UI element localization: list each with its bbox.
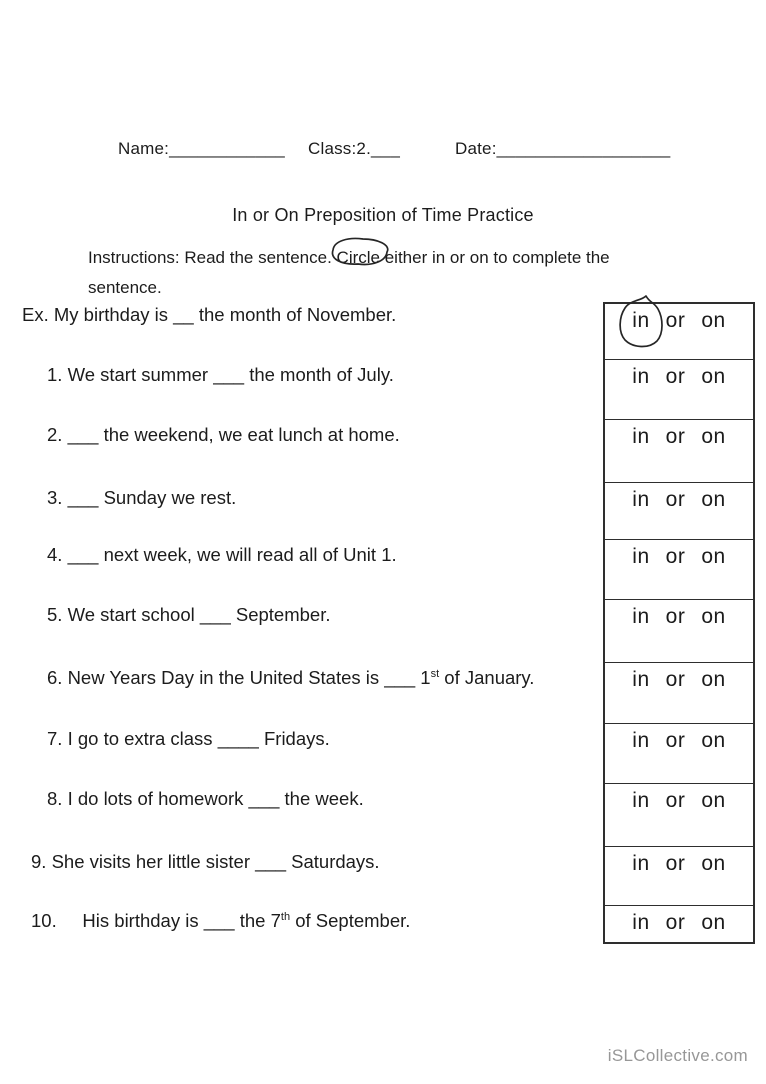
option-or[interactable]: or [665, 852, 686, 875]
question-text: 3. ___ Sunday we rest. [47, 487, 237, 508]
option-on[interactable]: on [701, 852, 726, 875]
option-in[interactable] [632, 309, 649, 333]
option-or[interactable]: or [665, 488, 686, 511]
answer-row-6 [605, 663, 753, 724]
answer-row-3 [605, 483, 753, 540]
instructions [88, 243, 708, 303]
option-or[interactable]: or [665, 309, 686, 332]
question-8 [47, 788, 364, 810]
answer-row-10 [605, 906, 753, 942]
question-1 [47, 364, 394, 386]
answer-row-5 [605, 600, 753, 663]
question-superscript: st [430, 667, 440, 680]
date-field-label: Date:__________________ [455, 139, 671, 158]
question-tail: of January. [439, 667, 535, 688]
question-text: 9. She visits her little sister ___ Saturdays. [31, 851, 380, 872]
option-on[interactable]: on [701, 425, 726, 448]
option-in[interactable]: in [632, 729, 650, 752]
question-5 [47, 604, 330, 626]
option-on[interactable]: on [701, 668, 726, 691]
question-7 [47, 728, 330, 750]
answer-row-1 [605, 360, 753, 420]
answer-row-7 [605, 724, 753, 784]
option-on[interactable]: on [701, 488, 726, 511]
option-on[interactable]: on [701, 911, 726, 934]
circled-word-wrap [337, 243, 380, 273]
option-or[interactable]: or [665, 729, 686, 752]
option-or[interactable]: or [665, 605, 686, 628]
option-on[interactable]: on [701, 605, 726, 628]
option-in[interactable]: in [632, 425, 650, 448]
option-on[interactable]: on [701, 545, 726, 568]
option-or[interactable]: or [665, 545, 686, 568]
question-text: 4. ___ next week, we will read all of Unit 1. [47, 544, 397, 565]
instructions-line-2: sentence. [88, 278, 162, 297]
question-text: 10. His birthday is ___ the 7 [31, 910, 281, 931]
option-or[interactable]: or [665, 668, 686, 691]
option-in[interactable]: in [632, 911, 650, 934]
question-text: 7. I go to extra class ____ Fridays. [47, 728, 330, 749]
instructions-line-1 [88, 243, 708, 273]
option-on[interactable]: on [701, 729, 726, 752]
option-or[interactable]: or [665, 789, 686, 812]
name-field-label: Name:____________ [118, 139, 285, 158]
question-ex [22, 304, 396, 326]
option-on[interactable]: on [701, 365, 726, 388]
question-text: 6. New Years Day in the United States is ___ 1 [47, 667, 431, 688]
answer-row-9 [605, 847, 753, 906]
option-in[interactable]: in [632, 668, 650, 691]
question-tail: of September. [290, 910, 411, 931]
option-in[interactable]: in [632, 545, 650, 568]
question-text: Ex. My birthday is __ the month of November. [22, 304, 397, 325]
question-4 [47, 544, 397, 566]
question-superscript: th [280, 910, 291, 923]
class-field-label: Class:2.___ [308, 139, 400, 158]
question-text: 2. ___ the weekend, we eat lunch at home. [47, 424, 400, 445]
question-text: 5. We start school ___ September. [47, 604, 331, 625]
question-text: 1. We start summer ___ the month of July. [47, 364, 394, 385]
islcollective-watermark: iSLCollective.com [607, 1046, 748, 1065]
answer-row-4 [605, 540, 753, 600]
instruction-circled-word: Circle [336, 248, 380, 267]
question-10 [31, 910, 410, 932]
answer-row-8 [605, 784, 753, 847]
worksheet-title: In or On Preposition of Time Practice [232, 205, 534, 225]
option-in[interactable]: in [632, 605, 650, 628]
option-in[interactable]: in [632, 852, 650, 875]
answer-table [603, 302, 755, 944]
option-in[interactable]: in [632, 488, 650, 511]
option-or[interactable]: or [665, 365, 686, 388]
question-6 [47, 667, 534, 689]
answer-row-ex [605, 304, 753, 360]
option-in-label: in [632, 309, 650, 332]
option-or[interactable]: or [665, 425, 686, 448]
instructions-suffix: either in or on to complete the [380, 248, 610, 267]
answer-row-2 [605, 420, 753, 483]
option-on[interactable]: on [701, 789, 726, 812]
question-text: 8. I do lots of homework ___ the week. [47, 788, 364, 809]
question-3 [47, 487, 236, 509]
question-9 [31, 851, 380, 873]
option-in[interactable]: in [632, 365, 650, 388]
instructions-prefix: Instructions: Read the sentence. [88, 248, 337, 267]
option-on[interactable]: on [701, 309, 726, 332]
option-in[interactable]: in [632, 789, 650, 812]
question-2 [47, 424, 400, 446]
option-or[interactable]: or [665, 911, 686, 934]
